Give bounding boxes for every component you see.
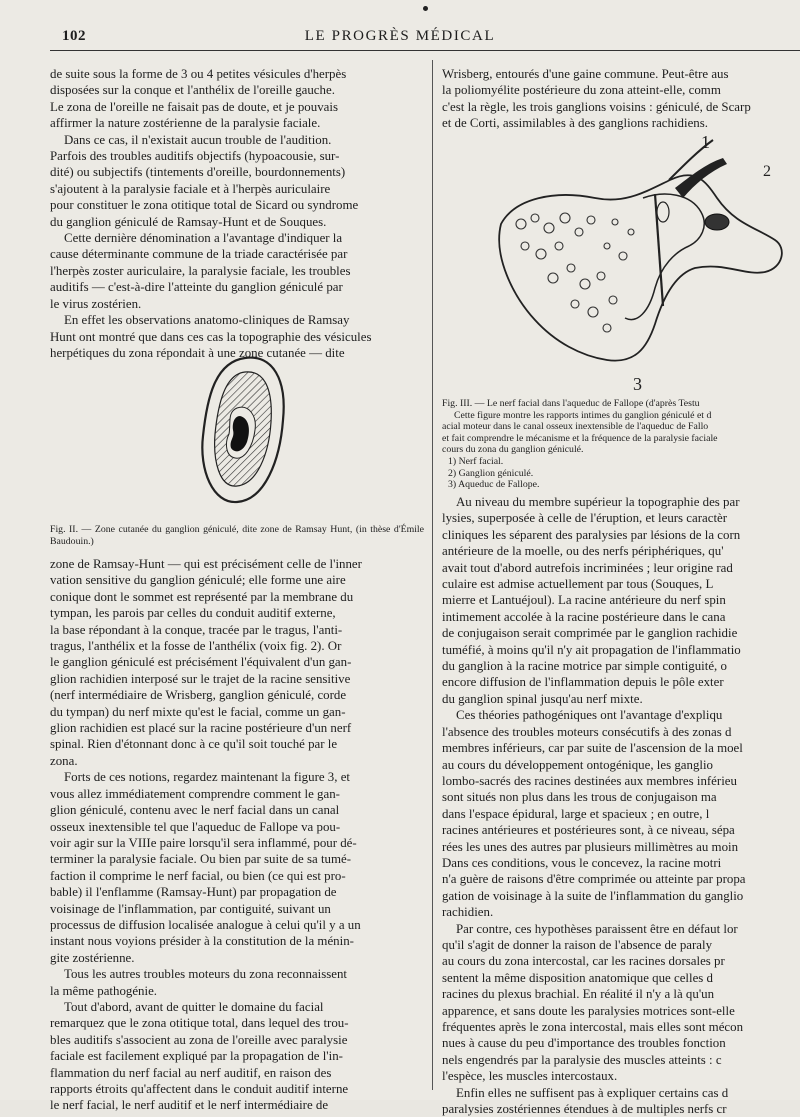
page-number: 102 — [62, 28, 86, 44]
facial-nerve-drawing — [495, 128, 795, 398]
right-column-top — [442, 66, 798, 132]
text-line: glion rachidien interposé sur le trajet de la racine sensitive — [50, 671, 351, 686]
text-line: Parfois des troubles auditifs objectifs (hypoacousie, sur- — [50, 149, 340, 164]
text-line: rachidien. — [442, 905, 494, 920]
caption-line: Fig. III. — Le nerf facial dans l'aqueduc de Fallope (d'après Testu — [442, 398, 700, 409]
text-line: rapports étroits qu'affectent dans le conduit auditif interne — [50, 1082, 349, 1096]
text-line: intimement accolée à la racine postérieure dans le cana — [442, 609, 726, 624]
caption-line: acial moteur dans le canal osseux inextensible de l'aqueduc de Fallo — [442, 421, 709, 433]
text-line: du ganglion spinal jusqu'au nerf mixte. — [442, 691, 643, 706]
text-line: tuméfié, à moins qu'il n'y ait propagation de l'inflammatio — [442, 642, 741, 657]
text-line: vous allez immédiatement comprendre comment le gan- — [50, 786, 340, 801]
text-line: lysies, superposée à celle de l'éruption, et leurs caractèr — [442, 511, 728, 526]
text-line: cause déterminante commune de la triade caractérisée par — [50, 247, 348, 262]
text-line: Cette dernière dénomination a l'avantage d'indiquer la — [64, 231, 343, 246]
text-line: c'est la règle, les trois ganglions voisins : géniculé, de Scarp — [442, 99, 751, 114]
text-line: l'absence des troubles moteurs consécutifs à des zonas d — [442, 724, 732, 739]
caption-line: 2) Ganglion géniculé. — [448, 467, 534, 479]
text-line: Dans ce cas, il n'existait aucun trouble de l'audition. — [64, 132, 332, 147]
text-line: dans l'espace épidural, large et spacieux ; en outre, l — [442, 806, 710, 821]
text-line: Au niveau du membre supérieur la topographie des par — [456, 495, 740, 509]
text-line: le virus zostérien. — [50, 296, 142, 311]
text-line: voir agir sur la VIIIe paire lorsqu'il sera inflammé, pour dé- — [50, 835, 357, 850]
text-line: et de Corti, assimilables à des ganglions rachidiens. — [442, 116, 708, 131]
caption-line: Cette figure montre les rapports intimes du ganglion géniculé et d — [454, 409, 712, 421]
figure-3-caption — [442, 398, 798, 491]
text-line: rées les unes des autres par plusieurs millimètres au moin — [442, 839, 739, 854]
text-line: auditifs — c'est-à-dire l'atteinte du ganglion géniculé par — [50, 280, 343, 295]
print-dot — [423, 6, 428, 11]
text-line: faciale est facilement expliqué par la propagation de l'in- — [50, 1049, 343, 1064]
text-line: bles auditifs s'associent au zona de l'oreille avec paralysie — [50, 1032, 348, 1047]
text-line: avait tout d'abord autrefois incriminées ; leur origine rad — [442, 560, 733, 575]
text-line: fréquentes après le zona intercostal, mais elles sont mécon — [442, 1020, 744, 1034]
text-line: affirmer la nature zostérienne de la paralysie faciale. — [50, 116, 321, 131]
text-line: Tous les autres troubles moteurs du zona reconnaissent — [64, 967, 347, 982]
text-line: faction il comprime le nerf facial, ou bien (ce qui est pro- — [50, 868, 346, 883]
text-line: sont situés non plus dans les trous de conjugaison ma — [442, 790, 717, 805]
text-line: herpétiques du zona répondait à une zone cutanée — dite — [50, 345, 345, 360]
text-line: antérieure de la moelle, ou des nerfs périphériques, qu' — [442, 544, 724, 559]
text-line: Par contre, ces hypothèses paraissent être en défaut lor — [456, 921, 738, 936]
text-line: du ganglion géniculé de Ramsay-Hunt et de Souques. — [50, 214, 327, 229]
text-line: glion rachidien est placé sur la racine postérieure d'un nerf — [50, 721, 352, 736]
text-line: voisinage de l'inflammation, par contiguité, suivant un — [50, 901, 331, 916]
text-line: bable) il l'enflamme (Ramsay-Hunt) par propagation de — [50, 885, 337, 900]
column-divider — [432, 60, 433, 1090]
text-line: du ganglion à la racine motrice par simple contiguité, o — [442, 659, 727, 674]
text-line: nels engendrés par la paralysie des muscles atteints : c — [442, 1052, 722, 1067]
text-line: tragus, l'anthélix et la fosse de l'anthélix (voix fig. 2). Or — [50, 639, 342, 654]
left-column-top — [50, 66, 424, 361]
text-line: paralysies zostériennes étendues à de multiples nerfs cr — [442, 1102, 727, 1117]
text-line: encore diffusion de l'inflammation depuis le pôle exter — [442, 675, 724, 690]
text-line: spinal. Rien d'étonnant donc à ce qu'il soit touché par le — [50, 737, 338, 752]
caption-line: et fait comprendre le mécanisme et la fréquence de la paralysie faciale — [442, 432, 718, 444]
figure-3-label-2: 2 — [763, 163, 771, 180]
text-line: le ganglion géniculé est précisément l'équivalent d'un gan- — [50, 655, 352, 670]
figure-2-caption: Fig. II. — Zone cutanée du ganglion géniculé, dite zone de Ramsay Hunt, (in thèse d'Émile Baudouin.) — [50, 524, 424, 547]
text-line: remarquez que le zona otitique total, dans lequel des trou- — [50, 1016, 349, 1031]
text-line: n'a guère de raisons d'être comprimée ou atteinte par propa — [442, 872, 746, 887]
text-line: le nerf facial, le nerf auditif et le nerf intermédiaire de — [50, 1098, 329, 1113]
text-line: En effet les observations anatomo-cliniques de Ramsay — [64, 313, 350, 328]
text-line: l'herpès zoster auriculaire, la paralysie faciale, les troubles — [50, 263, 351, 278]
text-line: gite zostérienne. — [50, 950, 135, 965]
text-line: de conjugaison serait comprimée par le ganglion rachidie — [442, 626, 738, 641]
text-line: osseux inextensible tel que l'aqueduc de Fallope va pou- — [50, 819, 341, 834]
text-line: Le zona de l'oreille ne faisait pas de doute, et je pouvais — [50, 99, 338, 114]
text-line: Tout d'abord, avant de quitter le domaine du facial — [64, 999, 324, 1014]
text-line: Dans ces conditions, vous le concevez, la racine motri — [442, 855, 722, 870]
text-line: conique dont le sommet est représenté par la membrane du — [50, 589, 354, 604]
text-line: membres inférieurs, car par suite de l'ascension de la moel — [442, 741, 743, 756]
journal-title: LE PROGRÈS MÉDICAL — [304, 28, 496, 44]
text-line: Hunt ont montré que dans ces cas la topographie des vésicules — [50, 329, 372, 344]
page-header — [0, 28, 800, 48]
text-line: lombo-sacrés des racines destinées aux membres inférieu — [442, 773, 737, 788]
figure-3-label-3: 3 — [633, 374, 642, 394]
text-line: instant nous voyions présider à la constitution de la ménin- — [50, 934, 354, 949]
left-column-bottom — [50, 556, 424, 1114]
text-line: terminer la paralysie faciale. Ou bien par suite de sa tumé- — [50, 852, 352, 867]
text-line: la poliomyélite postérieure du zona atteint-elle, comm — [442, 83, 721, 98]
text-line: la base répondant à la conque, tracée par le tragus, l'anti- — [50, 622, 343, 637]
text-line: (nerf intermédiaire de Wrisberg, ganglion géniculé, corde — [50, 688, 347, 703]
caption-line: 3) Aqueduc de Fallope. — [448, 479, 540, 491]
text-line: au cours du développement ontogénique, les ganglio — [442, 757, 713, 772]
text-line: l'espèce, les muscles intercostaux. — [442, 1069, 618, 1084]
figure-2-ear-zone — [185, 350, 295, 510]
text-line: mierre et Lantuéjoul). La racine antérieure du nerf spin — [442, 593, 726, 608]
text-line: Enfin elles ne suffisent pas à expliquer certains cas d — [456, 1085, 729, 1100]
caption-line: 1) Nerf facial. — [448, 455, 504, 467]
text-line: s'ajoutent à la paralysie faciale et à l'herpès auriculaire — [50, 181, 331, 196]
text-line: la même pathogénie. — [50, 983, 158, 998]
text-line: racines antérieures et postérieures sont, à ce niveau, sépa — [442, 823, 735, 838]
text-line: disposées sur la conque et l'anthélix de l'oreille gauche. — [50, 83, 335, 98]
caption-line: cours du zona du ganglion géniculé. — [442, 444, 584, 456]
text-line: flammation du nerf facial au nerf auditif, en raison des — [50, 1065, 332, 1080]
figure-3-label-1: 1 — [701, 132, 710, 152]
text-line: de suite sous la forme de 3 ou 4 petites vésicules d'herpès — [50, 67, 347, 81]
text-line: processus de diffusion localisée analogue à celui qu'il y a un — [50, 917, 361, 932]
text-line: gation de voisinage à la suite de l'inflammation du ganglio — [442, 888, 744, 903]
text-line: zona. — [50, 753, 78, 768]
text-line: du tympan) du nerf mixte qu'est le facial, comme un gan- — [50, 704, 346, 719]
text-line: glion géniculé, contenu avec le nerf facial dans un canal — [50, 803, 340, 818]
text-line: Wrisberg, entourés d'une gaine commune. Peut-être aus — [442, 67, 729, 81]
text-line: Forts de ces notions, regardez maintenant la figure 3, et — [64, 770, 351, 785]
text-line: tympan, les parois par celles du conduit auditif externe, — [50, 606, 336, 621]
header-rule — [50, 50, 800, 51]
ear-zone-drawing — [185, 350, 295, 510]
text-line: au cours du zona intercostal, car les racines dorsales pr — [442, 954, 725, 969]
text-line: apparence, et sans doute les paralysies motrices sont-elle — [442, 1003, 735, 1018]
text-line: racines du plexus brachial. En réalité il n'y a là qu'un — [442, 987, 715, 1002]
text-line: vation sensitive du ganglion géniculé; elle forme une aire — [50, 573, 346, 588]
text-line: Ces théories pathogéniques ont l'avantage d'expliqu — [456, 708, 723, 723]
text-line: dité) ou subjectifs (tintements d'oreille, bourdonnements) — [50, 165, 346, 180]
text-line: nues à cause du peu d'importance des troubles fonction — [442, 1036, 726, 1051]
text-line: culaire est admise actuellement par tous (Souques, L — [442, 577, 714, 592]
text-line: cliniques les séparent des paralysies par lésions de la corn — [442, 527, 741, 542]
right-column-bottom — [442, 494, 798, 1117]
text-line: sentent la même disposition anatomique que celles d — [442, 970, 713, 985]
text-line: qu'il s'agit de donner la raison de l'absence de paraly — [442, 937, 713, 952]
text-line: pour constituer le zona otitique total de Sicard ou syndrome — [50, 198, 359, 213]
text-line: zone de Ramsay-Hunt — qui est précisément celle de l'inner — [50, 557, 362, 571]
figure-3-facial-nerve — [495, 128, 795, 398]
